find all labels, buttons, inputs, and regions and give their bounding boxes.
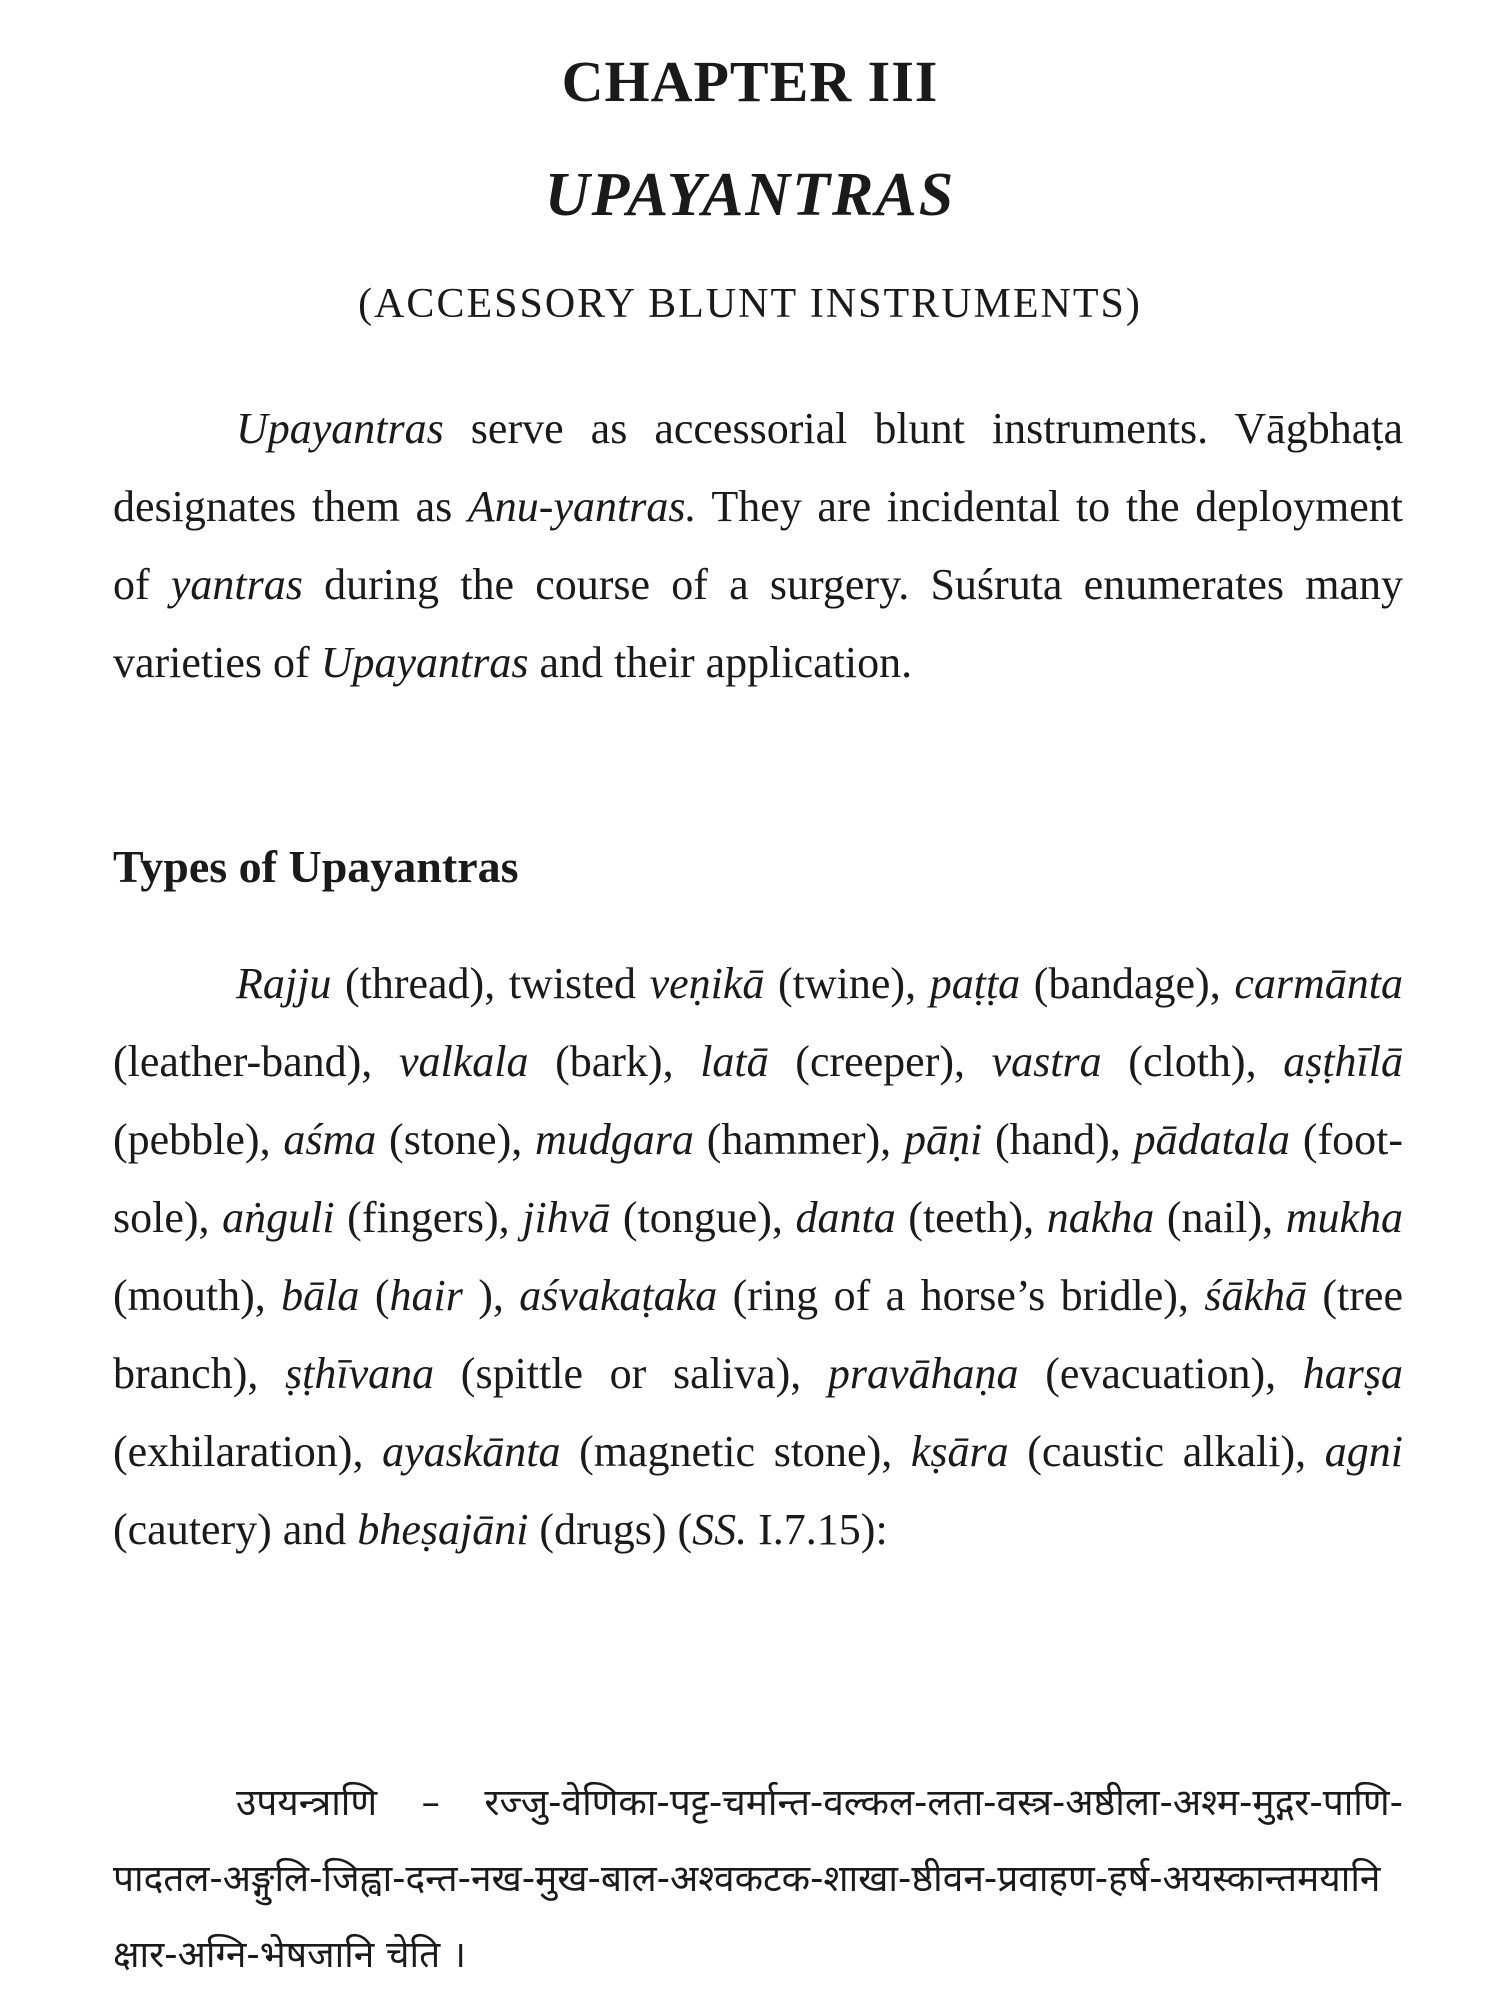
types-text-run: vastra [991, 1037, 1102, 1086]
types-text-run: ), [462, 1271, 520, 1320]
intro-text-run: Upayantras [236, 404, 444, 453]
intro-text-run: and their application. [528, 638, 913, 687]
types-text-run: (stone), [376, 1115, 536, 1164]
types-text-run: śākhā [1204, 1271, 1307, 1320]
chapter-number: CHAPTER III [561, 49, 939, 114]
types-text-run: paṭṭa [929, 959, 1021, 1008]
types-text-run: pādatala [1133, 1115, 1291, 1164]
types-text-run: bāla [281, 1271, 360, 1320]
types-text-run: danta [795, 1193, 896, 1242]
intro-text-run: Anu-yantras. [467, 482, 697, 531]
types-text-run: ṣṭhīvana [285, 1349, 435, 1398]
chapter-subtitle: (ACCESSORY BLUNT INSTRUMENTS) [358, 281, 1142, 327]
types-text-run: (bandage), [1020, 959, 1235, 1008]
types-text-run: (caustic alkali), [1008, 1427, 1325, 1476]
types-text-run: (leather-band), [113, 1037, 399, 1086]
types-text-run: (tongue), [610, 1193, 796, 1242]
types-text-run: (fingers), [334, 1193, 523, 1242]
types-text-run: (evacuation), [1018, 1349, 1303, 1398]
types-text-run: (exhilaration), [113, 1427, 383, 1476]
sanskrit-verse: उपयन्त्राणि – रज्जु-वेणिका-पट्ट-चर्मान्त-वल्कल-लता-वस्त्र-अष्ठीला-अश्म-मुद्गर-पाणि-पादतल-अङ्गुलि-जिह्वा-दन्त-नख-मुख-बाल-अश्वकटक-शाखा-ष्ठीवन-प्रवाहण-हर्ष-अयस्कान्तमयानि क्षार-अग्नि-भेषजानि चेति । [113, 1781, 1403, 1976]
types-text-run: (tree branch), [113, 1271, 1403, 1398]
types-text-run: carmānta [1234, 959, 1403, 1008]
types-text-run: (magnetic stone), [560, 1427, 911, 1476]
types-text-run: latā [700, 1037, 769, 1086]
types-text-run: (thread), twisted [331, 959, 650, 1008]
types-text-run: SS. [692, 1505, 748, 1554]
types-text-run: (teeth), [895, 1193, 1047, 1242]
types-text-run: aṣṭhīlā [1283, 1037, 1403, 1086]
types-text-run: Rajju [236, 959, 332, 1008]
types-text-run: (hammer), [693, 1115, 904, 1164]
types-text-run: I.7.15): [747, 1505, 888, 1554]
types-text-run: bheṣajāni [357, 1505, 529, 1554]
section-heading: Types of Upayantras [113, 841, 519, 892]
types-text-run: valkala [398, 1037, 529, 1086]
types-text-run: (drugs) ( [528, 1505, 693, 1554]
intro-text-run: yantras [170, 560, 303, 609]
types-text-run: aśvakaṭaka [519, 1271, 718, 1320]
types-text-run: kṣāra [910, 1427, 1009, 1476]
types-text-run: (twine), [764, 959, 930, 1008]
types-text-run: jihvā [522, 1193, 611, 1242]
intro-text-run: Upayantras [320, 638, 529, 687]
types-text-run: ayaskānta [382, 1427, 561, 1476]
intro-text-run: They are incidental to the deployment of [113, 482, 1403, 609]
intro-paragraph [113, 390, 1403, 702]
types-text-run: (foot-sole), [113, 1115, 1404, 1242]
types-text-run: aṅguli [222, 1193, 335, 1242]
types-text-run: veṇikā [649, 959, 765, 1008]
types-text-run: (ring of a horse’s bridle), [717, 1271, 1205, 1320]
intro-text-run: during the course of a surgery. Suśruta enumerates many varieties of [113, 560, 1404, 687]
types-text-run: nakha [1046, 1193, 1155, 1242]
types-text-run: pravāhaṇa [827, 1349, 1019, 1398]
types-text-run: mukha [1285, 1193, 1404, 1242]
types-text-run: mudgara [535, 1115, 694, 1164]
types-text-run: (pebble), [113, 1115, 284, 1164]
types-text-run: hair [389, 1271, 463, 1320]
types-text-run: (cloth), [1101, 1037, 1284, 1086]
types-text-run: (nail), [1154, 1193, 1286, 1242]
types-text-run: (spittle or saliva), [434, 1349, 828, 1398]
types-text-run: pāṇi [903, 1115, 983, 1164]
types-text-run: agni [1324, 1427, 1403, 1476]
types-text-run: (mouth), [113, 1271, 282, 1320]
types-text-run: (bark), [528, 1037, 701, 1086]
intro-text-run: serve as accessorial blunt instruments. Vāgbhaṭa designates them as [113, 404, 1403, 531]
types-text-run: harṣa [1302, 1349, 1403, 1398]
types-text-run: (cautery) and [113, 1505, 358, 1554]
types-text-run: aśma [283, 1115, 377, 1164]
types-text-run: (creeper), [768, 1037, 992, 1086]
types-text-run: (hand), [982, 1115, 1134, 1164]
types-paragraph [113, 945, 1403, 1569]
types-text-run: ( [359, 1271, 390, 1320]
chapter-title: UPAYANTRAS [544, 161, 956, 229]
